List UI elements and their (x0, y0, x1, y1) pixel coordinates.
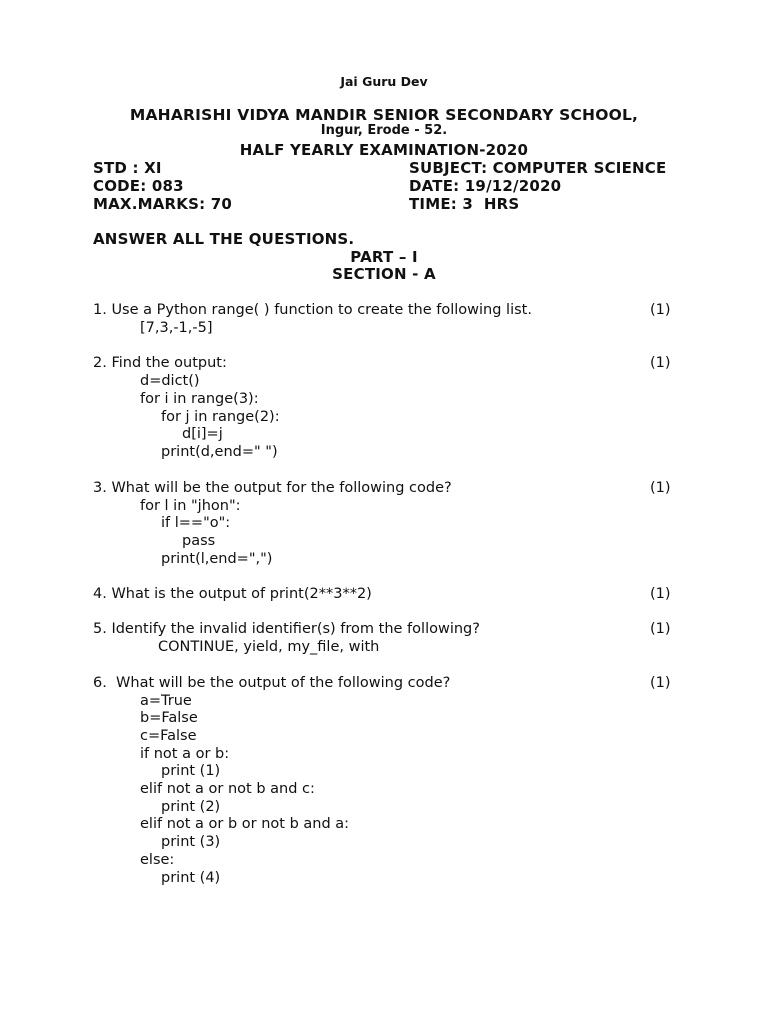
question-marks: (1) (650, 302, 671, 318)
question-marks: (1) (650, 621, 671, 637)
code-label: CODE: 083 (93, 177, 184, 195)
section-heading: SECTION - A (332, 265, 436, 283)
code-line: else: (140, 852, 175, 868)
code-line: print (3) (161, 834, 221, 850)
code-line: print(l,end=",") (161, 551, 273, 567)
code-line: pass (182, 533, 216, 549)
part-heading: PART – I (350, 248, 418, 266)
invocation: Jai Guru Dev (340, 74, 428, 89)
question-marks: (1) (650, 355, 671, 371)
code-line: d[i]=j (182, 426, 223, 442)
code-line: a=True (140, 693, 192, 709)
code-line: elif not a or b or not b and a: (140, 816, 350, 832)
code-line: if not a or b: (140, 746, 230, 762)
code-line: print (4) (161, 870, 221, 886)
question-marks: (1) (650, 586, 671, 602)
code-line: elif not a or not b and c: (140, 781, 315, 797)
code-line: b=False (140, 710, 198, 726)
school-location: Ingur, Erode - 52. (320, 123, 448, 138)
code-line: CONTINUE, yield, my_file, with (158, 639, 380, 655)
exam-title: HALF YEARLY EXAMINATION-2020 (239, 141, 529, 159)
code-line: [7,3,-1,-5] (140, 320, 213, 336)
code-line: for j in range(2): (161, 409, 280, 425)
question-marks: (1) (650, 675, 671, 691)
time-label: TIME: 3 HRS (409, 195, 520, 213)
code-line: for l in "jhon": (140, 498, 241, 514)
max-marks-label: MAX.MARKS: 70 (93, 195, 233, 213)
code-line: print (2) (161, 799, 221, 815)
instruction: ANSWER ALL THE QUESTIONS. (93, 230, 355, 248)
code-line: c=False (140, 728, 197, 744)
code-line: if l=="o": (161, 515, 231, 531)
question-text: 3. What will be the output for the following code? (93, 480, 452, 496)
std-label: STD : XI (93, 159, 162, 177)
question-text: 6. What will be the output of the following code? (93, 675, 451, 691)
question-text: 5. Identify the invalid identifier(s) from the following? (93, 621, 480, 637)
question-text: 2. Find the output: (93, 355, 227, 371)
subject-label: SUBJECT: COMPUTER SCIENCE (409, 159, 667, 177)
code-line: print(d,end=" ") (161, 444, 278, 460)
date-label: DATE: 19/12/2020 (409, 177, 562, 195)
school-name: MAHARISHI VIDYA MANDIR SENIOR SECONDARY SCHOOL, (129, 106, 639, 124)
question-marks: (1) (650, 480, 671, 496)
question-text: 1. Use a Python range( ) function to create the following list. (93, 302, 532, 318)
code-line: d=dict() (140, 373, 200, 389)
question-text: 4. What is the output of print(2**3**2) (93, 586, 372, 602)
code-line: print (1) (161, 763, 221, 779)
code-line: for i in range(3): (140, 391, 259, 407)
